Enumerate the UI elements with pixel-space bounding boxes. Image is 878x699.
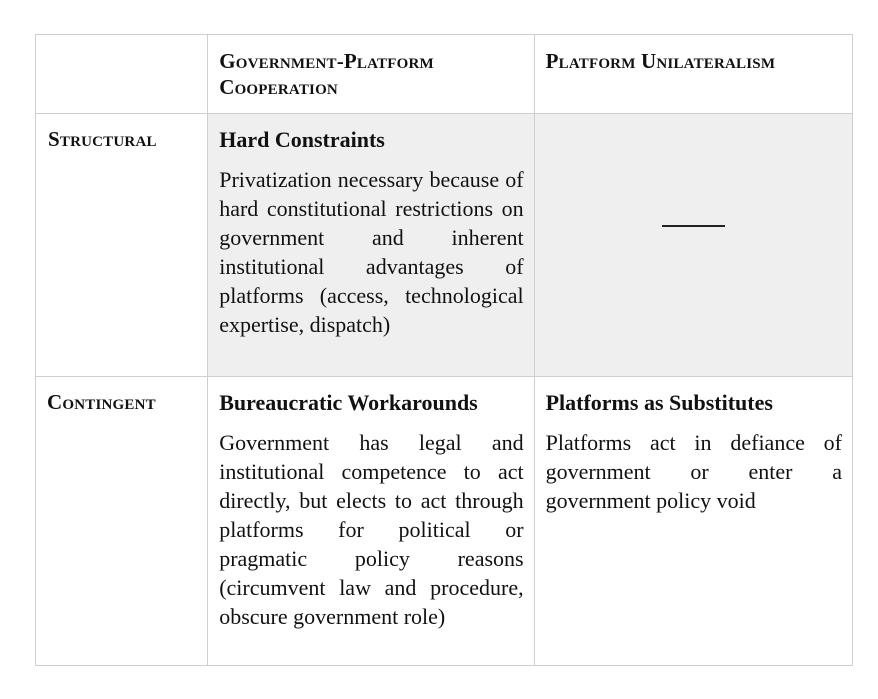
cell-hard-constraints [208, 114, 534, 377]
cell-empty-structural-unilateral [534, 114, 852, 377]
cell-bureaucratic-workarounds [208, 377, 534, 666]
row-label-contingent: Contingent [47, 390, 156, 414]
table-row-contingent [36, 377, 853, 666]
row-label-structural: Structural [48, 127, 157, 151]
header-cell-unilateralism [534, 35, 852, 114]
typology-table [35, 34, 853, 666]
cell-text-platforms-as-substitutes: Platforms act in defiance of government or enter a government policy void [545, 430, 842, 513]
row-label-cell-contingent [36, 377, 208, 666]
empty-cell-dash [662, 225, 725, 227]
cell-title-hard-constraints: Hard Constraints [219, 127, 385, 152]
cell-title-platforms-as-substitutes: Platforms as Substitutes [545, 390, 773, 415]
table-row-structural [36, 114, 853, 377]
cell-title-bureaucratic-workarounds: Bureaucratic Workarounds [219, 390, 478, 415]
cell-text-bureaucratic-workarounds: Government has legal and institutional competence to act directly, but elects to act through platforms for political or pragmatic policy reasons (circumvent law and procedure, obscure government role) [219, 430, 524, 629]
cell-text-hard-constraints: Privatization necessary because of hard constitutional restrictions on government and inherent institutional advantages of platforms (access, technological expertise, dispatch) [219, 167, 524, 337]
header-unilateralism: Platform Unilateralism [545, 49, 776, 73]
row-label-cell-structural [36, 114, 208, 377]
corner-cell [36, 35, 208, 114]
header-row [36, 35, 853, 114]
header-cell-cooperation [208, 35, 534, 114]
header-cooperation: Government-Platform Cooperation [219, 49, 434, 99]
cell-platforms-as-substitutes [534, 377, 852, 666]
